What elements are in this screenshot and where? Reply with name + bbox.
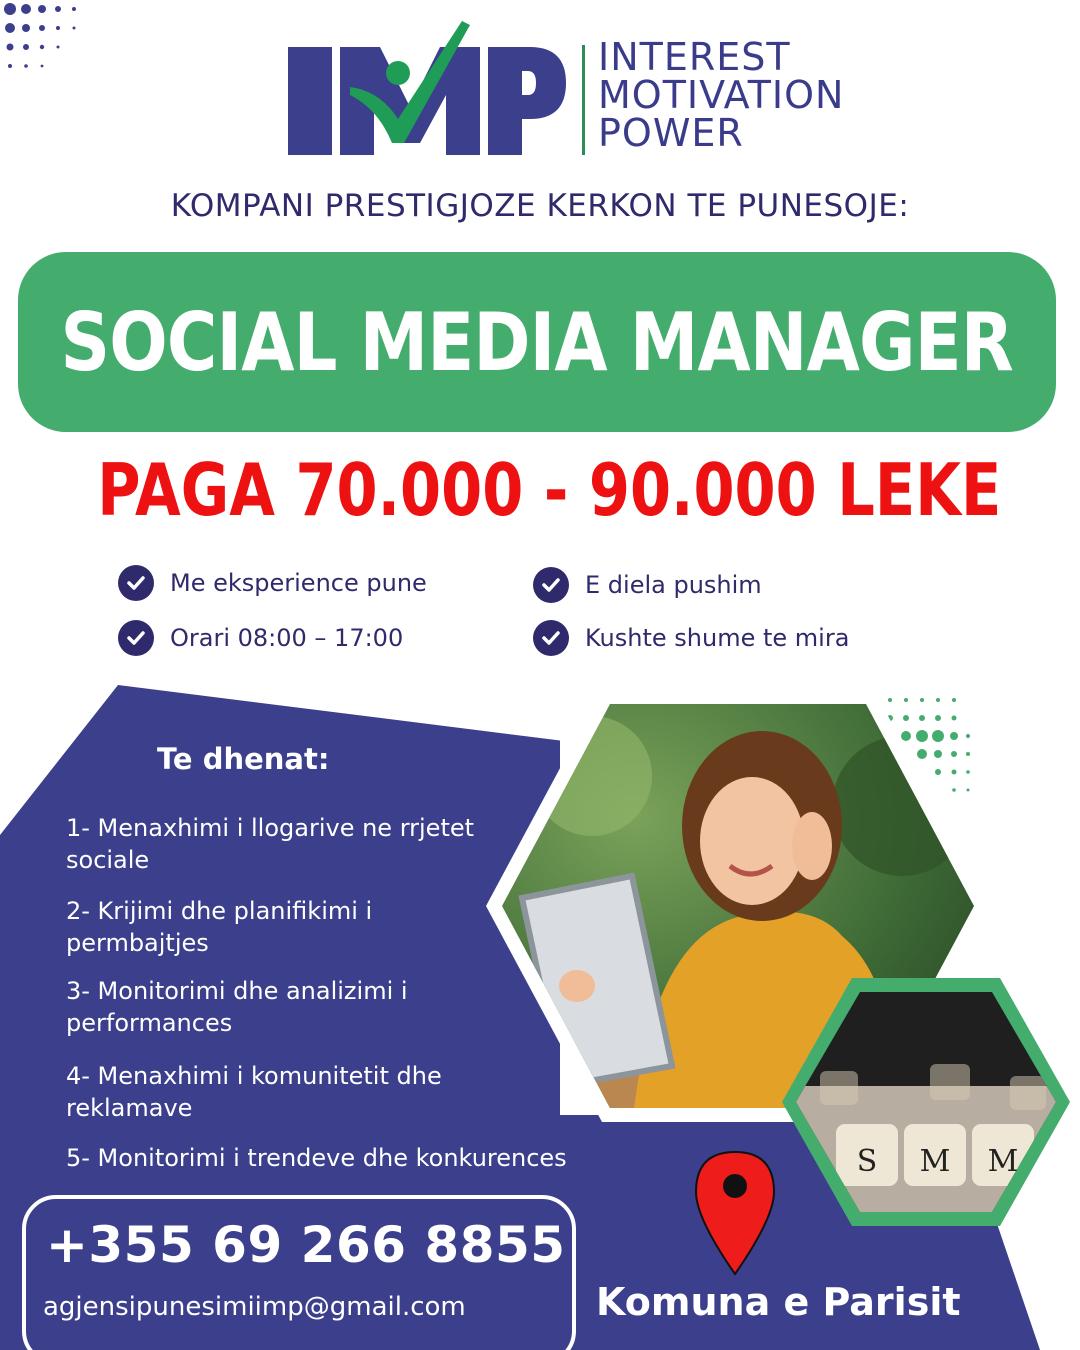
benefit-label: E diela pushim [585, 571, 762, 599]
duty-item: 5- Monitorimi i trendeve dhe konkurences [66, 1144, 567, 1172]
check-circle-icon [533, 567, 569, 603]
benefit-item [118, 618, 403, 658]
imp-logo-mark [280, 15, 570, 160]
logo-word-motivation: MOTIVATION [598, 73, 845, 117]
salary: PAGA 70.000 - 90.000 LEKE [97, 448, 1002, 532]
logo-word-interest: INTEREST [598, 35, 791, 79]
job-title-banner [18, 252, 1056, 432]
benefit-label: Orari 08:00 – 17:00 [170, 624, 404, 652]
logo-word-power: POWER [598, 111, 744, 155]
duty-item: 2- Krijimi dhe planifikimi i permbajtjes [66, 897, 373, 957]
benefit-label: Me eksperience pune [170, 569, 427, 597]
logo-tagline [598, 35, 878, 155]
job-title: SOCIAL MEDIA MANAGER [60, 295, 1014, 389]
benefit-item [533, 618, 849, 658]
location: Komuna e Parisit [596, 1280, 961, 1324]
smm-tile-s: S [856, 1143, 878, 1179]
smm-tile-m: M [987, 1143, 1019, 1179]
map-pin-icon [690, 1148, 780, 1278]
check-circle-icon [118, 565, 154, 601]
check-circle-icon [533, 620, 569, 656]
duty-item: 1- Menaxhimi i llogarive ne rrjetet sociale [66, 814, 475, 874]
logo-divider [582, 45, 585, 155]
duties-title: Te dhenat: [157, 742, 330, 776]
duty-item: 4- Menaxhimi i komunitetit dhe reklamave [66, 1062, 442, 1122]
duty-item: 3- Monitorimi dhe analizimi i performances [66, 977, 408, 1037]
phone-number[interactable]: +355 69 266 8855 [46, 1216, 566, 1274]
email-address[interactable]: agjensipunesimiimp@gmail.com [43, 1292, 466, 1322]
benefit-item [118, 563, 427, 603]
smm-tile-m: M [919, 1143, 951, 1179]
decorative-dots-top-left [0, 0, 90, 80]
benefit-label: Kushte shume te mira [585, 624, 850, 652]
check-circle-icon [118, 620, 154, 656]
benefit-item [533, 565, 762, 605]
headline: KOMPANI PRESTIGJOZE KERKON TE PUNESOJE: [170, 188, 910, 224]
